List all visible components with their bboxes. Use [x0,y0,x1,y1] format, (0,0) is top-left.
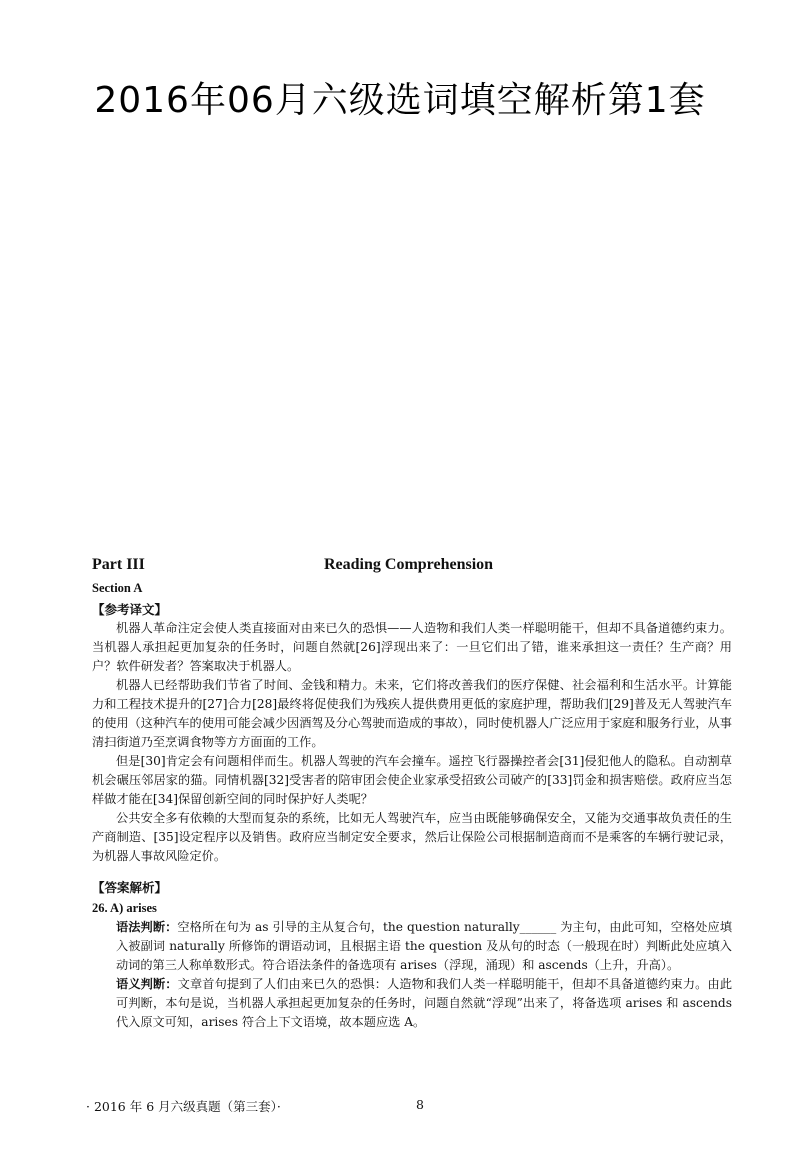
section-label: Section A [92,581,143,595]
meaning-analysis [116,975,732,1032]
translation-paragraph: 公共安全多有依赖的大型而复杂的系统，比如无人驾驶汽车，应当由既能够确保安全，又能为交通事故负责任的生产商制造、[35]设定程序以及销售。政府应当制定安全要求，然后让保险公司根据制造商而不是乘客的车辆行驶记录，为机器人事故风险定价。 [92,811,732,863]
meaning-text: 文章首句提到了人们由来已久的恐惧：人造物和我们人类一样聪明能干，但却不具备道德约束力。由此可判断，本句是说，当机器人承担起更加复杂的任务时，问题自然就“浮现”出来了，将备选项 arises 和 ascends 代入原文可知，arises 符合上下文语境，故本题应选 A。 [116,977,733,1029]
translation-paragraph: 但是[30]肯定会有问题相伴而生。机器人驾驶的汽车会撞车。遥控飞行器操控者会[31]侵犯他人的隐私。自动割草机会碾压邻居家的猫。同情机器[32]受害者的陪审团会使企业家承受招致公司破产的[33]罚金和损害赔偿。政府应当怎样做才能在[34]保留创新空间的同时保护好人类呢？ [92,754,732,806]
grammar-analysis [116,918,732,975]
footer-source: · 2016 年 6 月六级真题（第三套）· [86,1099,281,1114]
part-header [92,555,732,575]
translation-paragraph: 机器人革命注定会使人类直接面对由来已久的恐惧——人造物和我们人类一样聪明能干，但却不具备道德约束力。当机器人承担起更加复杂的任务时，问题自然就[26]浮现出来了：一旦它们出了错，谁来承担这一责任？生产商？用户？软件研发者？答案取决于机器人。 [92,621,732,673]
page-number: 8 [416,1097,424,1112]
answer-heading: 【答案解析】 [92,880,168,895]
translation-heading: 【参考译文】 [92,602,168,617]
meaning-label: 语义判断： [116,977,178,991]
part-number: Part III [92,556,145,573]
grammar-label: 语法判断： [116,920,178,934]
grammar-text: 空格所在句为 as 引导的主从复合句，the question naturally______ 为主句，由此可知，空格处应填入被副词 naturally 所修饰的谓语动词，且根据主语 the question 及从句的时态（一般现在时）判断此处应填入动词的第三人称单数形式。符合语法条件的备选项有 arises（浮现，涌现）和 ascends（上升，升高）。 [116,920,733,972]
scanned-page [92,555,732,1032]
page-title: 2016年06月六级选词填空解析第1套 [94,80,706,121]
translation-paragraph: 机器人已经帮助我们节省了时间、金钱和精力。未来，它们将改善我们的医疗保健、社会福利和生活水平。计算能力和工程技术提升的[27]合力[28]最终将促使我们为残疾人提供费用更低的家庭护理，帮助我们[29]普及无人驾驶汽车的使用（这种汽车的使用可能会减少因酒驾及分心驾驶而造成的事故），同时使机器人广泛应用于家庭和服务行业，从事清扫街道乃至烹调食物等方方面面的工作。 [92,678,732,749]
part-title: Reading Comprehension [324,556,494,573]
answer-title: 26. A) arises [92,901,157,915]
